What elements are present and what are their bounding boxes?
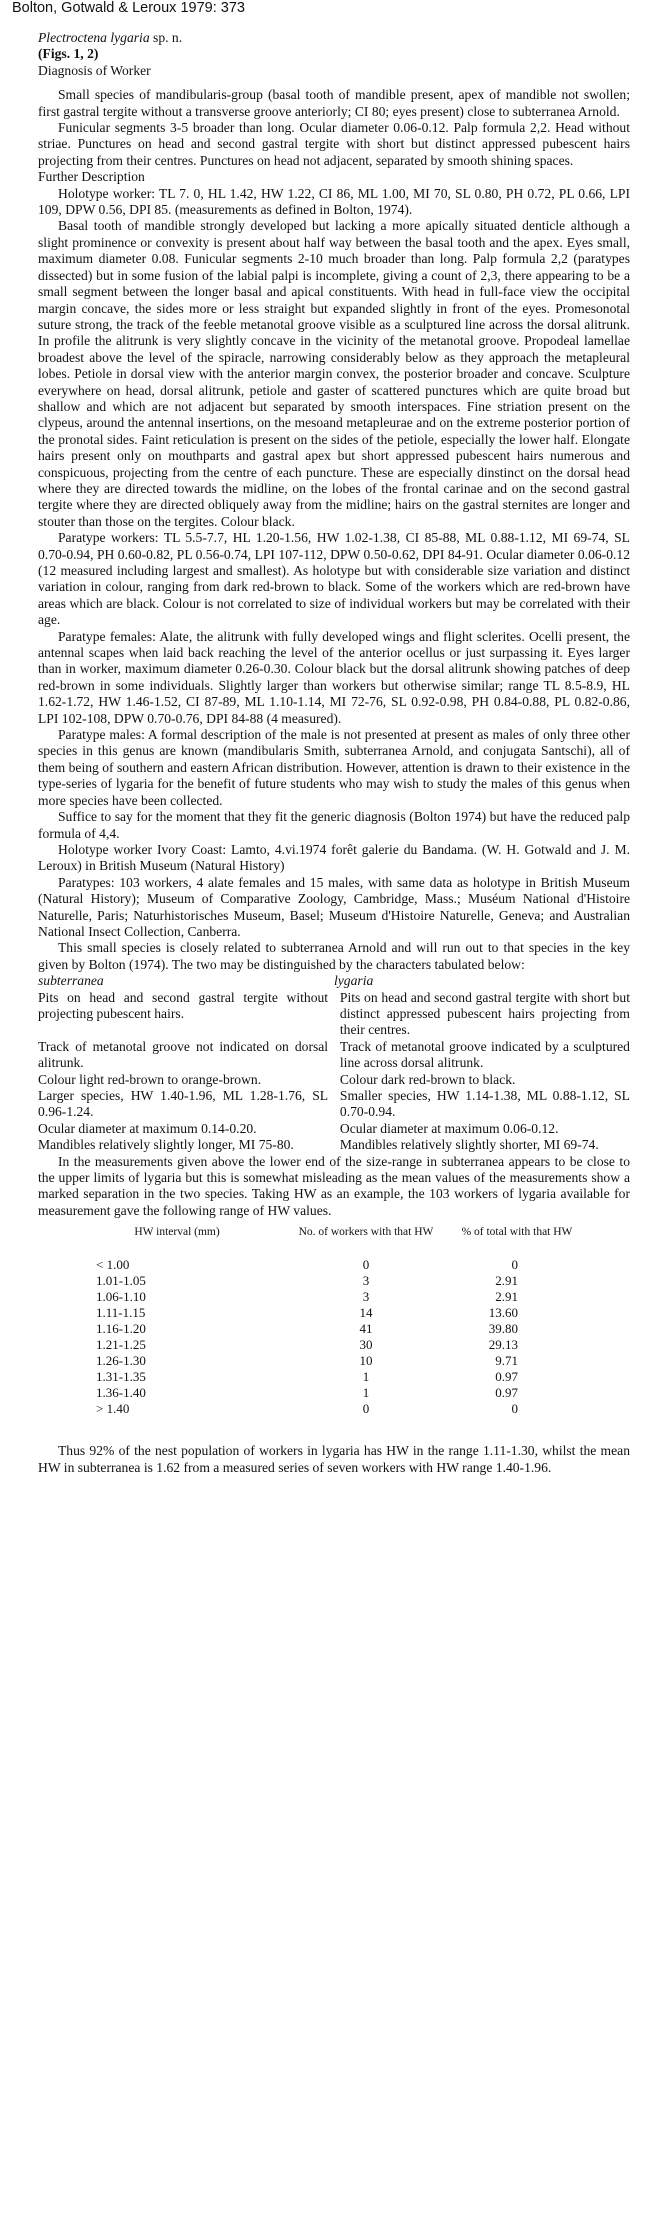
comparison-intro-paragraph: This small species is closely related to subterranea Arnold and will run out to that species in the key given by Bolton (1974). The two may be distinguished by the characters tabulated below: xyxy=(38,940,630,972)
table-row xyxy=(68,1289,588,1305)
figure-reference: (Figs. 1, 2) xyxy=(38,46,99,62)
suffice-paragraph: Suffice to say for the moment that they fit the generic diagnosis (Bolton 1974) but have the reduced palp formula of 4,4. xyxy=(38,809,630,841)
percent-cell: 29.13 xyxy=(488,1337,518,1353)
comparison-left-cell: Mandibles relatively slightly longer, MI 75-80. xyxy=(38,1137,294,1153)
table-row xyxy=(68,1353,588,1369)
hw-interval-cell: 1.21-1.25 xyxy=(96,1337,146,1353)
holotype-locality-paragraph: Holotype worker Ivory Coast: Lamto, 4.vi.1974 forêt galerie du Bandama. (W. H. Gotwald and J. M. Leroux) in British Museum (Natural History) xyxy=(38,841,630,874)
comparison-right-cell: Track of metanotal groove indicated by a sculptured line across dorsal alitrunk. xyxy=(339,1038,630,1071)
hw-interval-cell: 1.06-1.10 xyxy=(96,1289,146,1305)
diagnosis-title: Diagnosis of Worker xyxy=(38,62,151,78)
worker-count-cell: 3 xyxy=(362,1289,370,1305)
comparison-right-cell: Pits on head and second gastral tergite with short but distinct appressed pubescent hairs projecting from their centres. xyxy=(339,989,630,1038)
percent-cell: 0 xyxy=(511,1401,518,1417)
table-row xyxy=(68,1369,588,1385)
worker-count-cell: 1 xyxy=(362,1385,370,1401)
hw-table-header xyxy=(68,1225,588,1257)
hw-interval-cell: 1.31-1.35 xyxy=(96,1369,146,1385)
table-row xyxy=(68,1337,588,1353)
hw-interval-cell: > 1.40 xyxy=(96,1401,130,1417)
paratype-females-paragraph: Paratype females: Alate, the alitrunk with fully developed wings and flight sclerites. Ocelli present, the antennal scapes when laid back reaching the level of the anterior ocellus or just surpassing it. Eyes larger than in worker, maximum diameter 0.26-0.30. Colour black but the dorsal alitrunk showing patches of deep red-brown in some individuals. Slightly larger than workers but otherwise similar; range TL 8.5-8.9, HL 1.62-1.72, HW 1.46-1.52, CI 87-89, ML 1.10-1.14, MI 72-76, SL 0.92-0.98, PH 0.84-0.88, PL 0.82-0.86, LPI 102-108, DPW 0.70-0.76, DPI 84-88 (4 measured). xyxy=(38,628,630,726)
worker-count-cell: 10 xyxy=(359,1353,373,1369)
percent-cell: 13.60 xyxy=(488,1305,518,1321)
comparison-right-cell: Ocular diameter at maximum 0.06-0.12. xyxy=(339,1120,559,1136)
species-heading xyxy=(38,30,630,46)
hw-interval-cell: 1.36-1.40 xyxy=(96,1385,146,1401)
further-description-title: Further Description xyxy=(38,169,145,185)
paratype-males-paragraph: Paratype males: A formal description of the male is not presented at present as males of only three other species in this genus are known (mandibularis Smith, subterranea Arnold, and conjugata Santschi), all of them being of southern and eastern African distribution. However, attention is drawn to their existence in the type-series of lygaria for the benefit of future students who may wish to study the males of this genus when more species have been collected. xyxy=(38,727,630,808)
worker-count-cell: 30 xyxy=(359,1337,373,1353)
worker-count-cell: 1 xyxy=(362,1369,370,1385)
paratypes-paragraph: Paratypes: 103 workers, 4 alate females and 15 males, with same data as holotype in British Museum (Natural History); Museum of Comparative Zoology, Cambridge, Mass.; Muséum National d'Histoire Naturelle, Paris; Naturhistorisches Museum, Basel; Museum d'Histoire Naturelle, Geneva; and Australian National Insect Collection, Canberra. xyxy=(38,874,630,939)
comparison-right-title: lygaria xyxy=(334,973,374,989)
worker-count-cell: 0 xyxy=(362,1257,370,1273)
table-row xyxy=(68,1385,588,1401)
worker-count-cell: 3 xyxy=(362,1273,370,1289)
comparison-right-cell: Smaller species, HW 1.14-1.38, ML 0.88-1.12, SL 0.70-0.94. xyxy=(339,1088,630,1120)
comparison-left-cell: Track of metanotal groove not indicated on dorsal alitrunk. xyxy=(38,1038,329,1071)
comparison-left-cell: Colour light red-brown to orange-brown. xyxy=(38,1071,262,1087)
table-row xyxy=(68,1273,588,1289)
comparison-row xyxy=(38,1088,630,1121)
worker-count-cell: 14 xyxy=(359,1305,373,1321)
table-row xyxy=(68,1257,588,1273)
comparison-right-cell: Mandibles relatively slightly shorter, MI 69-74. xyxy=(339,1137,599,1153)
percent-cell: 0 xyxy=(511,1257,518,1273)
hw-table xyxy=(68,1225,588,1417)
table-row xyxy=(68,1401,588,1417)
citation: Bolton, Gotwald & Leroux 1979: 373 xyxy=(12,0,245,16)
worker-count-header: No. of workers with that HW xyxy=(298,1226,434,1239)
percent-header: % of total with that HW xyxy=(461,1226,573,1239)
worker-count-cell: 41 xyxy=(359,1321,373,1337)
worker-count-cell: 0 xyxy=(362,1401,370,1417)
percent-cell: 2.91 xyxy=(495,1289,518,1305)
comparison-left-cell: Larger species, HW 1.40-1.96, ML 1.28-1.76, SL 0.96-1.24. xyxy=(38,1088,329,1120)
percent-cell: 9.71 xyxy=(495,1353,518,1369)
comparison-row xyxy=(38,990,630,1039)
conclusion-paragraph: Thus 92% of the nest population of workers in lygaria has HW in the range 1.11-1.30, whilst the mean HW in subterranea is 1.62 from a measured series of seven workers with HW range 1.40-1.96. xyxy=(38,1443,630,1475)
species-suffix: sp. n. xyxy=(149,30,183,45)
species-name: Plectroctena lygaria xyxy=(38,30,150,45)
comparison-row xyxy=(38,1137,630,1153)
description-paragraph: Basal tooth of mandible strongly developed but lacking a more apically situated denticle although a slight prominence or convexity is present about half way between the basal tooth and the apex. Eyes small, maximum diameter 0.08. Funicular segments 2-10 much broader than long. Palp formula 2,2 (paratypes dissected) but in some fusion of the labial palpi is incomplete, giving a count of 2,3, there appearing to be a small segment between the longer basal and apical constituents. With head in full-face view the occipital margin concave, the sides more or less straight but expanded slightly in front of the eyes. Promesonotal suture strong, the track of the feeble metanotal groove visible as a sculptured line across the dorsal alitrunk. In profile the alitrunk is very slightly concave in the vicinity of the metanotal groove. Propodeal lamellae broadest above the level of the spiracle, narrowing considerably below as they approach the metapleural lobes. Petiole in dorsal view with the anterior margin convex, the posterior broader and concave. Sculpture everywhere on head, dorsal alitrunk, petiole and gaster of scattered punctures which are quite broad but shallow and which are not adjacent but separated by smooth interspaces. Fine striation present on the clypeus, around the antennal insertions, on the mesoand metapleurae and on the extreme posterior portion of the pronotal sides. Faint reticulation is present on the sides of the petiole, especially the lower half. Elongate hairs present only on mouthparts and gastral apex but short appressed pubescent hairs numerous and conspicuous, projecting from the centre of each puncture. These are especially dinstinct on the dorsal head where they are directed towards the midline, on the lobes of the frontal carinae and on the second gastral tergite where they are directed obliquely away from the midline; hairs on the gastral sternites are longer and stouter than those on the tergites. Colour black. xyxy=(38,218,630,529)
percent-cell: 2.91 xyxy=(495,1273,518,1289)
comparison-row xyxy=(38,1039,630,1072)
comparison-left-cell: Ocular diameter at maximum 0.14-0.20. xyxy=(38,1120,257,1136)
percent-cell: 39.80 xyxy=(488,1321,518,1337)
comparison-left-title: subterranea xyxy=(38,973,104,989)
table-row xyxy=(68,1321,588,1337)
hw-interval-cell: 1.26-1.30 xyxy=(96,1353,146,1369)
diagnosis-paragraph-1: Small species of mandibularis-group (basal tooth of mandible present, apex of mandible not swollen; first gastral tergite without a transverse groove anteriorly; CI 80; eyes present) close to subterranea Arnold. xyxy=(38,87,630,119)
comparison-right-cell: Colour dark red-brown to black. xyxy=(339,1071,516,1087)
hw-interval-cell: 1.01-1.05 xyxy=(96,1273,146,1289)
hw-interval-cell: 1.11-1.15 xyxy=(96,1305,146,1321)
table-row xyxy=(68,1305,588,1321)
hw-interval-header: HW interval (mm) xyxy=(134,1226,220,1239)
percent-cell: 0.97 xyxy=(495,1385,518,1401)
comparison-left-cell: Pits on head and second gastral tergite without projecting pubescent hairs. xyxy=(38,989,329,1021)
document-body xyxy=(38,30,630,1476)
comparison-row xyxy=(38,1072,630,1088)
diagnosis-paragraph-2: Funicular segments 3-5 broader than long. Ocular diameter 0.06-0.12. Palp formula 2,2. Head without striae. Punctures on head and second gastral tergite with short but distinct appressed pubescent hairs projecting from their centres. Punctures on head not adjacent, separated by smooth shining spaces. xyxy=(38,120,630,168)
comparison-table xyxy=(38,990,630,1154)
comparison-row xyxy=(38,1121,630,1137)
measurements-paragraph: In the measurements given above the lower end of the size-range in subterranea appears to be close to the upper limits of lygaria but this is somewhat misleading as the mean values of the measurements show a marked separation in the two species. Taking HW as an example, the 103 workers of lygaria available for measurement gave the following range of HW values. xyxy=(38,1153,630,1218)
holotype-paragraph: Holotype worker: TL 7. 0, HL 1.42, HW 1.22, CI 86, ML 1.00, MI 70, SL 0.80, PH 0.72, PL 0.66, LPI 109, DPW 0.56, DPI 85. (measurements as defined in Bolton, 1974). xyxy=(38,185,630,218)
paratype-workers-paragraph: Paratype workers: TL 5.5-7.7, HL 1.20-1.56, HW 1.02-1.38, CI 85-88, ML 0.88-1.12, MI 69-74, SL 0.70-0.94, PH 0.60-0.82, PL 0.56-0.74, LPI 107-112, DPW 0.50-0.62, DPI 84-91. Ocular diameter 0.06-0.12 (12 measured including largest and smallest). As holotype but with considerable size variation and distinct variation in colour, ranging from dark red-brown to black. Some of the workers which are red-brown have areas which are black. Colour is not correlated to size of individual workers but may be correlated with their age. xyxy=(38,530,630,628)
hw-interval-cell: 1.16-1.20 xyxy=(96,1321,146,1337)
hw-interval-cell: < 1.00 xyxy=(96,1257,130,1273)
comparison-header xyxy=(38,973,630,989)
percent-cell: 0.97 xyxy=(495,1369,518,1385)
